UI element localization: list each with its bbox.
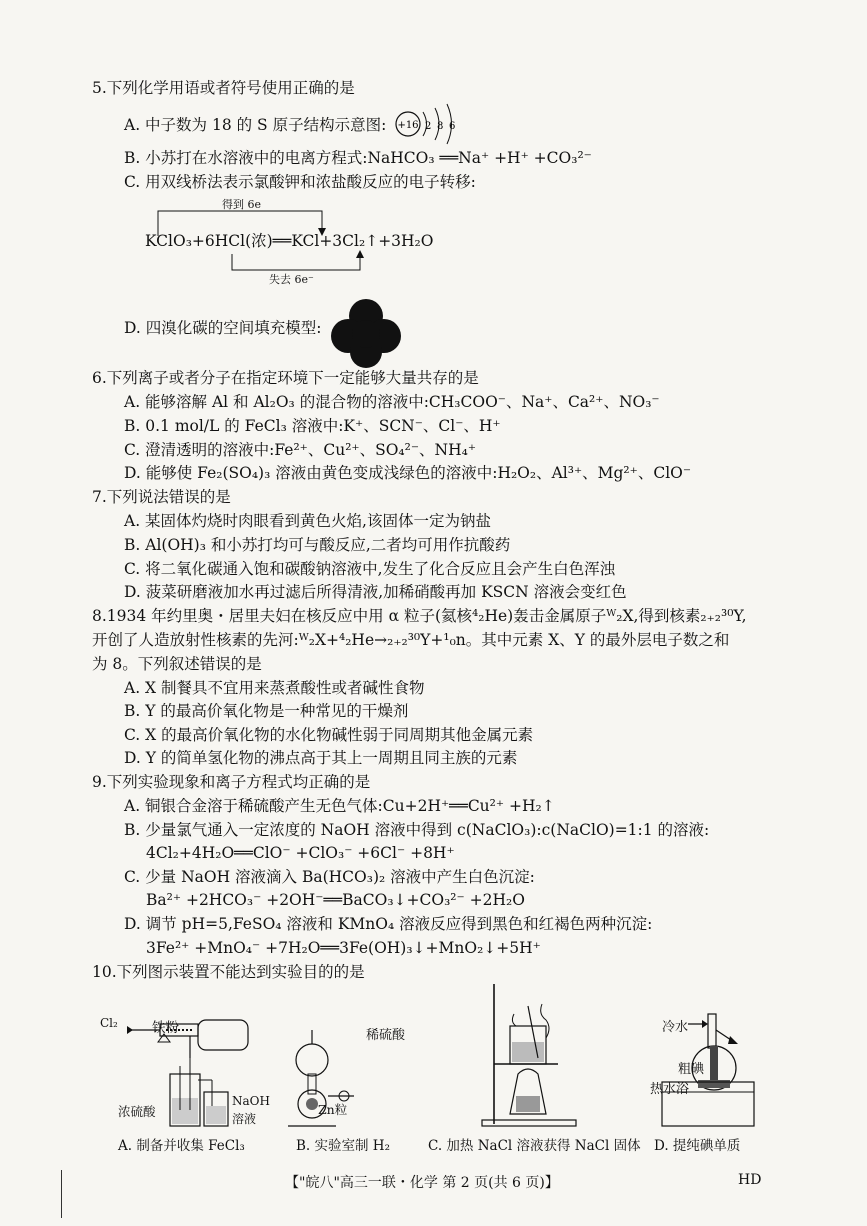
label-conc-sulfuric: 浓硫酸 (118, 1104, 156, 1119)
q6-option-c: C. 澄清透明的溶液中:Fe²⁺、Cu²⁺、SO₄²⁻、NH₄⁺ (124, 441, 477, 459)
collector-flask (198, 1020, 248, 1050)
cbr4-space-filling-model (330, 298, 402, 370)
q8-stem-line2: 开创了人造放射性核素的先河:ᵂ₂X+⁴₂He→₂₊₂³⁰Y+¹₀n。其中元素 X、Y 的最外层电子数之和 (92, 631, 730, 649)
shell-electrons-3: 6 (449, 121, 456, 132)
lose-bridge-line (232, 254, 360, 270)
label-hot-water-bath: 热水浴 (650, 1082, 690, 1097)
caption-d: D. 提纯碘单质 (654, 1138, 741, 1154)
q7-option-b: B. Al(OH)₃ 和小苏打均可与酸反应,二者均可用作抗酸药 (124, 536, 511, 554)
q6-stem: 6.下列离子或者分子在指定环境下一定能够大量共存的是 (92, 369, 479, 387)
q9-option-a: A. 铜银合金溶于稀硫酸产生无色气体:Cu+2H⁺══Cu²⁺ +H₂↑ (124, 797, 555, 815)
q6-option-a: A. 能够溶解 Al 和 Al₂O₃ 的混合物的溶液中:CH₃COO⁻、Na⁺、Ca²⁺、NO₃⁻ (124, 393, 660, 411)
lose-electrons-label: 失去 6e⁻ (269, 273, 314, 286)
apparatus-c-evaporation (480, 984, 580, 1130)
water-out-arrow (728, 1036, 738, 1044)
label-solution: 溶液 (232, 1112, 257, 1126)
q7-option-d: D. 菠菜研磨液加水再过滤后所得清液,加稀硝酸再加 KSCN 溶液会变红色 (124, 583, 627, 601)
q8-option-d: D. Y 的简单氢化物的沸点高于其上一周期且同主族的元素 (124, 749, 518, 767)
q5-stem: 5.下列化学用语或者符号使用正确的是 (92, 79, 355, 97)
q8-stem-line1: 8.1934 年约里奥・居里夫妇在核反应中用 α 粒子(氦核⁴₂He)轰击金属原子ᵂ₂X,得到核素₂₊₂³⁰Y, (92, 607, 747, 625)
q6-option-b: B. 0.1 mol/L 的 FeCl₃ 溶液中:K⁺、SCN⁻、Cl⁻、H⁺ (124, 417, 501, 435)
label-dilute-sulfuric: 稀硫酸 (366, 1028, 406, 1043)
q9-option-d: D. 调节 pH=5,FeSO₄ 溶液和 KMnO₄ 溶液反应得到黑色和红褐色两种沉淀: (124, 915, 653, 933)
caption-a: A. 制备并收集 FeCl₃ (118, 1138, 245, 1154)
shell-electrons-2: 8 (437, 121, 444, 132)
shell-electrons-1: 2 (425, 121, 432, 132)
q7-option-c: C. 将二氧化碳通入饱和碳酸钠溶液中,发生了化合反应且会产生白色浑浊 (124, 560, 616, 578)
caption-b: B. 实验室制 H₂ (296, 1138, 390, 1154)
label-crude-iodine: 粗碘 (678, 1062, 705, 1077)
footer-page-info: 【"皖八"高三一联・化学 第 2 页(共 6 页)】 (285, 1175, 559, 1191)
q8-option-a: A. X 制餐具不宜用来蒸煮酸性或者碱性食物 (124, 679, 425, 697)
q5-option-d: D. 四溴化碳的空间填充模型: (124, 319, 322, 337)
nucleus-charge: +16 (397, 120, 419, 131)
q10-stem: 10.下列图示装置不能达到实验目的的是 (92, 963, 365, 981)
lose-arrowhead (356, 250, 364, 258)
q9-option-c-equation: Ba²⁺ +2HCO₃⁻ +2OH⁻══BaCO₃↓+CO₃²⁻ +2H₂O (146, 891, 525, 909)
footer-code: HD (738, 1172, 762, 1188)
q8-stem-line3: 为 8。下列叙述错误的是 (92, 655, 262, 673)
q8-option-c: C. X 的最高价氧化物的水化物碱性弱于同周期其他金属元素 (124, 726, 534, 744)
q7-stem: 7.下列说法错误的是 (92, 488, 231, 506)
caption-c: C. 加热 NaCl 溶液获得 NaCl 固体 (428, 1138, 641, 1154)
q9-option-b: B. 少量氯气通入一定浓度的 NaOH 溶液中得到 c(NaClO₃):c(NaClO)=1:1 的溶液: (124, 821, 710, 839)
cold-finger (708, 1014, 716, 1048)
upper-bulb (296, 1044, 328, 1076)
q5-option-a: A. 中子数为 18 的 S 原子结构示意图: (124, 116, 387, 134)
label-naoh: NaOH (232, 1094, 270, 1108)
binding-margin-line (61, 1170, 62, 1218)
crude-iodine (698, 1080, 730, 1088)
q9-option-d-equation: 3Fe²⁺ +MnO₄⁻ +7H₂O══3Fe(OH)₃↓+MnO₂↓+5H⁺ (146, 939, 541, 957)
q9-option-b-equation: 4Cl₂+4H₂O══ClO⁻ +ClO₃⁻ +6Cl⁻ +8H⁺ (146, 844, 455, 862)
q7-option-a: A. 某固体灼烧时肉眼看到黄色火焰,该固体一定为钠盐 (124, 512, 491, 530)
label-cl2: Cl₂ (100, 1016, 118, 1030)
q8-option-b: B. Y 的最高价氧化物是一种常见的干燥剂 (124, 702, 409, 720)
sulfur-atom-diagram (392, 102, 462, 146)
q5-option-b: B. 小苏打在水溶液中的电离方程式:NaHCO₃ ══Na⁺ +H⁺ +CO₃²⁻ (124, 149, 592, 167)
reaction-equation: KClO₃+6HCl(浓)══KCl+3Cl₂↑+3H₂O (145, 232, 434, 250)
q5-option-c: C. 用双线桥法表示氯酸钾和浓盐酸反应的电子转移: (124, 173, 476, 191)
gain-electrons-label: 得到 6e (222, 198, 262, 211)
q9-stem: 9.下列实验现象和离子方程式均正确的是 (92, 773, 371, 791)
water-in-arrow (702, 1020, 708, 1028)
stand-base (482, 1120, 576, 1126)
label-zinc-granules: Zn粒 (318, 1102, 348, 1117)
q9-option-c: C. 少量 NaOH 溶液滴入 Ba(HCO₃)₂ 溶液中产生白色沉淀: (124, 868, 535, 886)
label-iron-powder: 铁粉 (152, 1020, 179, 1036)
label-cold-water: 冷水 (662, 1020, 689, 1035)
q6-option-d: D. 能够使 Fe₂(SO₄)₃ 溶液由黄色变成浅绿色的溶液中:H₂O₂、Al³⁺、Mg²⁺、ClO⁻ (124, 464, 692, 482)
